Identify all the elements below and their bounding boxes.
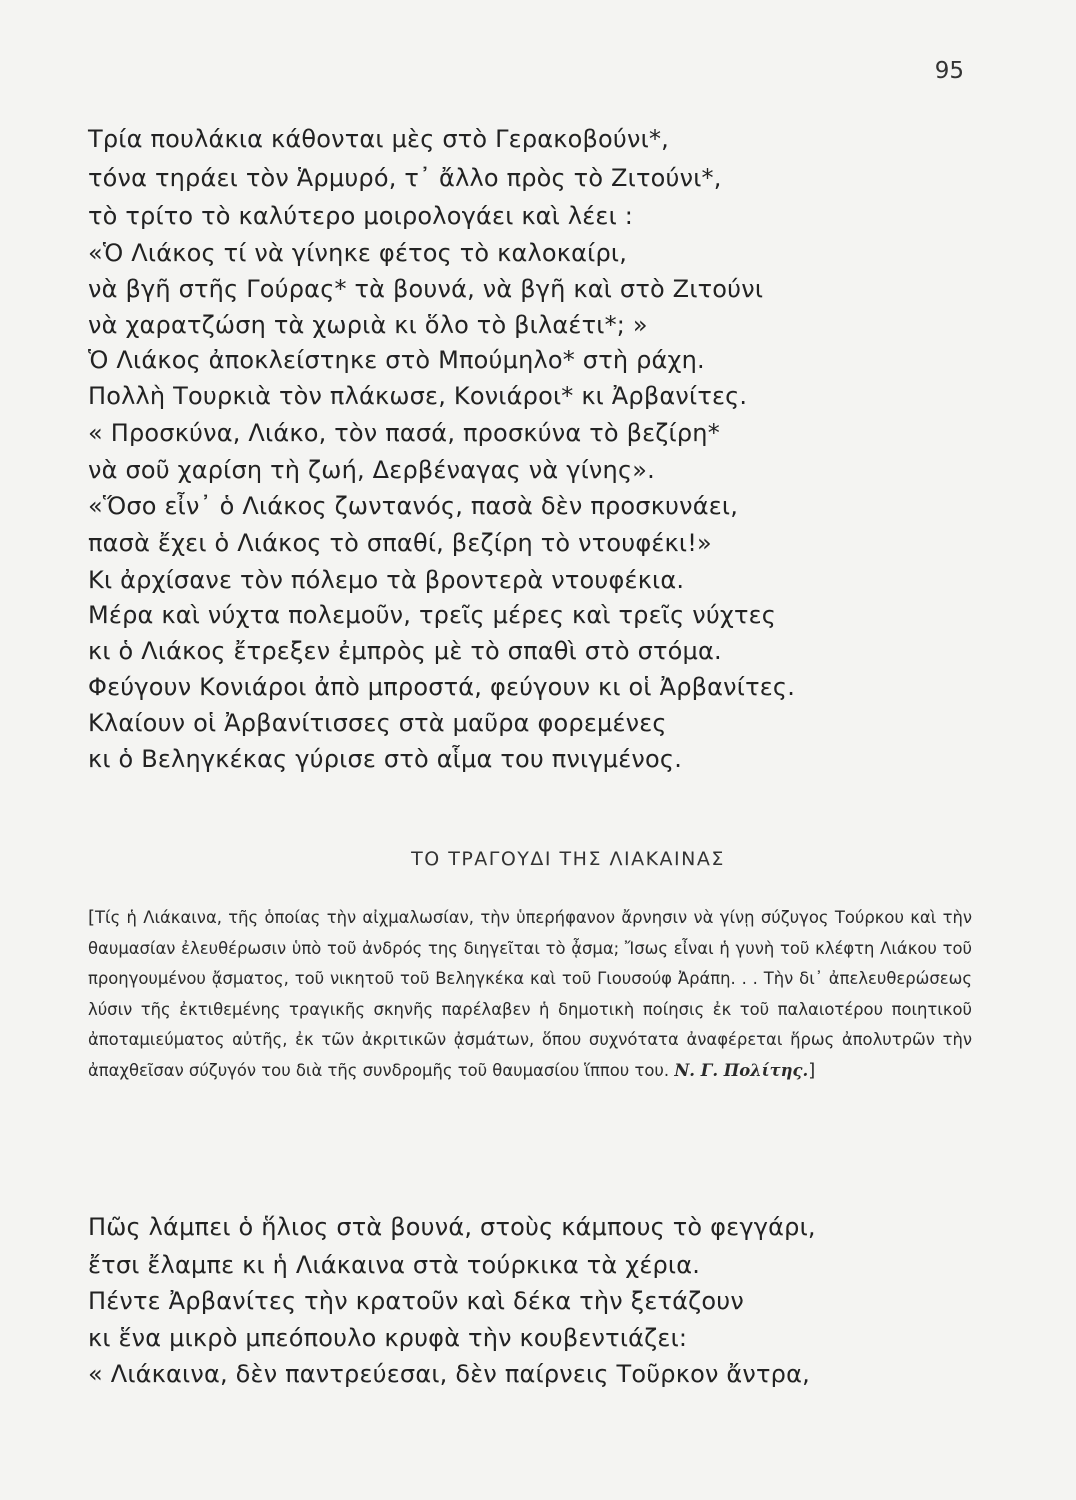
poem-line: κι ὁ Βεληγκέκας γύρισε στὸ αἷμα του πνιγμένος. [88, 745, 683, 773]
poem-line: τὸ τρίτο τὸ καλύτερο μοιρολογάει καὶ λέει : [88, 202, 634, 230]
note-open-bracket: [ [88, 907, 96, 928]
editorial-note [88, 903, 972, 1086]
poem-line: Μέρα καὶ νύχτα πολεμοῦν, τρεῖς μέρες καὶ τρεῖς νύχτες [88, 601, 777, 629]
poem-line: «Ὅσο εἶν᾿ ὁ Λιάκος ζωντανός, πασὰ δὲν προσκυνάει, [88, 492, 739, 520]
poem-line: « Λιάκαινα, δὲν παντρεύεσαι, δὲν παίρνεις Τοῦρκον ἄντρα, [88, 1360, 810, 1388]
poem-line: «Ὁ Λιάκος τί νὰ γίνηκε φέτος τὸ καλοκαίρι, [88, 239, 628, 267]
poem-line: τόνα τηράει τὸν Ἁρμυρό, τ᾿ ἄλλο πρὸς τὸ Ζιτούνι*, [88, 164, 722, 192]
poem-line: κι ὁ Λιάκος ἔτρεξεν ἐμπρὸς μὲ τὸ σπαθὶ στὸ στόμα. [88, 637, 722, 665]
section-title: ΤΟ ΤΡΑΓΟΥΔΙ ΤΗΣ ΛΙΑΚΑΙΝΑΣ [411, 848, 725, 870]
poem-line: Φεύγουν Κονιάροι ἀπὸ μπροστά, φεύγουν κι οἱ Ἀρβανίτες. [88, 673, 796, 701]
poem-line: νὰ σοῦ χαρίση τὴ ζωή, Δερβέναγας νὰ γίνης». [88, 456, 655, 484]
poem-line: Πέντε Ἀρβανίτες τὴν κρατοῦν καὶ δέκα τὴν ξετάζουν [88, 1287, 744, 1315]
poem-line: νὰ χαρατζώση τὰ χωριὰ κι ὅλο τὸ βιλαέτι*; » [88, 311, 648, 339]
note-text: Τίς ἡ Λιάκαινα, τῆς ὁποίας τὴν αἰχμαλωσίαν, τὴν ὑπερήφανον ἄρνησιν νὰ γίνῃ σύζυγος Τούρκου καὶ τὴν θαυμασίαν ἐλευθέρωσιν ὑπὸ τοῦ ἀνδρός της διηγεῖται τὸ ᾆσμα; Ἴσως εἶναι ἡ γυνὴ τοῦ κλέφτη Λιάκου τοῦ προηγουμένου ᾄσματος, τοῦ νικητοῦ τοῦ Βεληγκέκα καὶ τοῦ Γιουσούφ Ἀράπη. . . Τὴν δι᾿ ἀπελευθερώσεως λύσιν τῆς ἐκτιθεμένης τραγικῆς σκηνῆς παρέλαβεν ἡ δημοτικὴ ποίησις ἐκ τοῦ παλαιοτέρου ποιητικοῦ ἀποταμιεύματος αὐτῆς, ἐκ τῶν ἀκριτικῶν ᾀσμάτων, ὅπου συχνότατα ἀναφέρεται ἥρως ἀπολυτρῶν τὴν ἀπαχθεῖσαν σύζυγόν του διὰ τῆς συνδρομῆς τοῦ θαυμασίου ἵππου του. [88, 908, 972, 1080]
poem-line: « Προσκύνα, Λιάκο, τὸν πασά, προσκύνα τὸ βεζίρη* [88, 419, 720, 447]
poem-line: Πολλὴ Τουρκιὰ τὸν πλάκωσε, Κονιάροι* κι Ἀρβανίτες. [88, 382, 748, 410]
poem-line: Κλαίουν οἱ Ἀρβανίτισσες στὰ μαῦρα φορεμένες [88, 709, 667, 737]
page-number: 95 [934, 58, 964, 84]
poem-line: κι ἕνα μικρὸ μπεόπουλο κρυφὰ τὴν κουβεντιάζει: [88, 1324, 688, 1352]
poem-line: νὰ βγῆ στῆς Γούρας* τὰ βουνά, νὰ βγῆ καὶ στὸ Ζιτούνι [88, 275, 764, 303]
poem-line: ἔτσι ἔλαμπε κι ἡ Λιάκαινα στὰ τούρκικα τὰ χέρια. [88, 1251, 701, 1279]
note-close-bracket: ] [808, 1059, 816, 1081]
poem-line: Τρία πουλάκια κάθονται μὲς στὸ Γερακοβούνι*, [88, 125, 669, 153]
poem-line: πασὰ ἔχει ὁ Λιάκος τὸ σπαθί, βεζίρη τὸ ντουφέκι!» [88, 529, 712, 557]
poem-line: Ὁ Λιάκος ἀποκλείστηκε στὸ Μπούμηλο* στὴ ράχη. [88, 346, 705, 374]
poem-line: Κι ἀρχίσανε τὸν πόλεμο τὰ βροντερὰ ντουφέκια. [88, 566, 685, 594]
poem-line: Πῶς λάμπει ὁ ἥλιος στὰ βουνά, στοὺς κάμπους τὸ φεγγάρι, [88, 1213, 816, 1241]
note-author: Ν. Γ. Πολίτης. [674, 1060, 809, 1080]
